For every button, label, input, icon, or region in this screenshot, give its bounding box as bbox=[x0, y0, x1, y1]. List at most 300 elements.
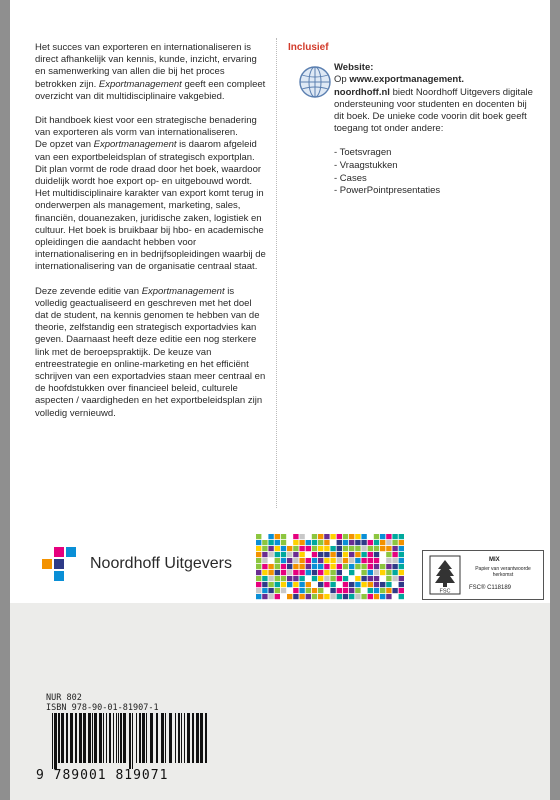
mosaic-tile bbox=[293, 576, 298, 581]
mosaic-tile bbox=[287, 534, 292, 539]
barcode-bar bbox=[118, 713, 119, 763]
barcode-bar bbox=[142, 713, 145, 763]
barcode-bar bbox=[132, 713, 133, 769]
mosaic-tile bbox=[368, 588, 373, 593]
mosaic-tile bbox=[374, 552, 379, 557]
mosaic-tile bbox=[293, 534, 298, 539]
fsc-mix: MIX bbox=[489, 557, 500, 563]
mosaic-tile bbox=[287, 570, 292, 575]
mosaic-pattern bbox=[256, 534, 404, 600]
mosaic-tile bbox=[380, 576, 385, 581]
mosaic-tile bbox=[355, 534, 360, 539]
inclusief-column bbox=[288, 42, 538, 198]
mosaic-tile bbox=[368, 582, 373, 587]
barcode-bar bbox=[161, 713, 164, 763]
mosaic-tile bbox=[299, 570, 304, 575]
mosaic-tile bbox=[281, 576, 286, 581]
mosaic-tile bbox=[268, 552, 273, 557]
mosaic-tile bbox=[281, 534, 286, 539]
mosaic-tile bbox=[256, 582, 261, 587]
mosaic-tile bbox=[337, 576, 342, 581]
barcode-bar bbox=[70, 713, 73, 763]
globe-icon bbox=[298, 65, 332, 99]
mosaic-tile bbox=[256, 540, 261, 545]
website-text: Op www.exportmanagement. noordhoff.nl biedt Noordhoff Uitgevers digitale ondersteuning voor studenten en docenten bij dit boek. De unieke code voorin dit boek geeft toegang tot onder andere: bbox=[334, 74, 533, 135]
mosaic-tile bbox=[343, 594, 348, 599]
mosaic-tile bbox=[287, 564, 292, 569]
mosaic-tile bbox=[380, 546, 385, 551]
barcode-bar bbox=[196, 713, 199, 763]
mosaic-tile bbox=[299, 552, 304, 557]
barcode-digits: 9 789001 819071 bbox=[36, 768, 169, 783]
mosaic-tile bbox=[306, 552, 311, 557]
mosaic-tile bbox=[306, 534, 311, 539]
mosaic-tile bbox=[281, 540, 286, 545]
mosaic-tile bbox=[330, 558, 335, 563]
barcode-bar bbox=[58, 713, 60, 763]
mosaic-tile bbox=[306, 546, 311, 551]
mosaic-tile bbox=[392, 570, 397, 575]
mosaic-tile bbox=[318, 558, 323, 563]
isbn-code: ISBN 978-90-01-81907-1 bbox=[46, 703, 159, 713]
mosaic-tile bbox=[368, 558, 373, 563]
mosaic-tile bbox=[312, 576, 317, 581]
mosaic-tile bbox=[380, 552, 385, 557]
mosaic-tile bbox=[380, 534, 385, 539]
mosaic-tile bbox=[337, 534, 342, 539]
mosaic-tile bbox=[361, 558, 366, 563]
mosaic-tile bbox=[281, 582, 286, 587]
mosaic-tile bbox=[392, 594, 397, 599]
mosaic-tile bbox=[275, 552, 280, 557]
mosaic-tile bbox=[318, 534, 323, 539]
mosaic-tile bbox=[361, 540, 366, 545]
mosaic-tile bbox=[324, 546, 329, 551]
mosaic-tile bbox=[374, 534, 379, 539]
mosaic-tile bbox=[256, 558, 261, 563]
mosaic-tile bbox=[399, 594, 404, 599]
list-item: - Vraagstukken bbox=[334, 160, 398, 172]
mosaic-tile bbox=[343, 534, 348, 539]
paragraph-edition: Deze zevende editie van Exportmanagement is volledig geactualiseerd en geschreven met het doel dat de student, na kennis genomen te hebben van de theorie, zelfstandig een strategisch exportadvies kan geven. Daarnaast heeft deze editie een nog sterkere link met de beroepspraktijk. De keuze van entreestrategie en online-marketing en het efficiënt schrijven van een exportadvies staan meer centraal en de hoofdstukken over financieel beleid, culturele aspecten / vaardigheden en het exportbeleidsplan zijn volledig vernieuwd. bbox=[35, 285, 266, 419]
barcode-bar bbox=[184, 713, 185, 763]
mosaic-tile bbox=[256, 564, 261, 569]
mosaic-tile bbox=[268, 540, 273, 545]
barcode-bar bbox=[181, 713, 182, 763]
mosaic-tile bbox=[324, 564, 329, 569]
mosaic-tile bbox=[299, 546, 304, 551]
mosaic-tile bbox=[361, 588, 366, 593]
mosaic-tile bbox=[318, 576, 323, 581]
mosaic-tile bbox=[306, 558, 311, 563]
barcode-bar bbox=[113, 713, 114, 763]
mosaic-tile bbox=[318, 588, 323, 593]
mosaic-tile bbox=[268, 582, 273, 587]
mosaic-tile bbox=[312, 534, 317, 539]
mosaic-tile bbox=[355, 558, 360, 563]
mosaic-tile bbox=[355, 582, 360, 587]
barcode-bar bbox=[205, 713, 207, 763]
mosaic-tile bbox=[330, 534, 335, 539]
nur-isbn bbox=[46, 693, 159, 713]
mosaic-tile bbox=[386, 570, 391, 575]
mosaic-tile bbox=[262, 540, 267, 545]
website-url[interactable]: www.exportmanagement. bbox=[349, 74, 465, 86]
mosaic-tile bbox=[268, 570, 273, 575]
mosaic-tile bbox=[318, 552, 323, 557]
mosaic-tile bbox=[324, 582, 329, 587]
barcode-bar bbox=[200, 713, 203, 763]
noordhoff-logo-icon bbox=[32, 545, 82, 585]
mosaic-tile bbox=[287, 576, 292, 581]
mosaic-tile bbox=[368, 570, 373, 575]
mosaic-tile bbox=[287, 540, 292, 545]
mosaic-tile bbox=[262, 570, 267, 575]
mosaic-tile bbox=[337, 570, 342, 575]
mosaic-tile bbox=[287, 558, 292, 563]
barcode-bar bbox=[79, 713, 82, 763]
mosaic-tile bbox=[399, 588, 404, 593]
barcode-bar bbox=[99, 713, 102, 763]
mosaic-tile bbox=[312, 558, 317, 563]
mosaic-tile bbox=[343, 552, 348, 557]
mosaic-tile bbox=[256, 594, 261, 599]
barcode-bar bbox=[178, 713, 180, 763]
mosaic-tile bbox=[349, 540, 354, 545]
mosaic-tile bbox=[368, 564, 373, 569]
mosaic-tile bbox=[399, 540, 404, 545]
mosaic-tile bbox=[318, 564, 323, 569]
mosaic-tile bbox=[374, 546, 379, 551]
mosaic-tile bbox=[293, 570, 298, 575]
website-url-cont[interactable]: noordhoff.nl bbox=[334, 86, 390, 98]
mosaic-tile bbox=[337, 594, 342, 599]
mosaic-tile bbox=[386, 588, 391, 593]
mosaic-tile bbox=[293, 552, 298, 557]
mosaic-tile bbox=[268, 558, 273, 563]
mosaic-tile bbox=[343, 546, 348, 551]
mosaic-tile bbox=[355, 594, 360, 599]
fsc-tree-icon bbox=[429, 555, 461, 595]
list-item: - Cases bbox=[334, 172, 367, 184]
mosaic-tile bbox=[330, 570, 335, 575]
mosaic-tile bbox=[262, 582, 267, 587]
mosaic-tile bbox=[275, 588, 280, 593]
mosaic-tile bbox=[262, 546, 267, 551]
barcode-bar bbox=[156, 713, 158, 763]
mosaic-tile bbox=[293, 546, 298, 551]
mosaic-tile bbox=[361, 552, 366, 557]
mosaic-tile bbox=[349, 534, 354, 539]
mosaic-tile bbox=[312, 594, 317, 599]
mosaic-tile bbox=[330, 588, 335, 593]
mosaic-tile bbox=[386, 594, 391, 599]
mosaic-tile bbox=[355, 570, 360, 575]
mosaic-tile bbox=[281, 558, 286, 563]
mosaic-tile bbox=[337, 588, 342, 593]
paragraph-structure: De opzet van Exportmanagement is daarom afgeleid van een exportbeleidsplan of strategisch exportplan. Dit plan vormt de rode draad door het boek, waardoor duidelijk wordt hoe export op- en uitgebouwd wordt. Het multidisciplinaire karakter van export komt terug in onderwerpen als management, marketing, sales, financiën, douanezaken, juridische zaken, logistiek en cultuur. Het boek is bruikbaar bij hbo- en academische opleidingen die aandacht hebben voor internationalisering en in bedrijfsopleidingen waarbij de internationalisering van de organisatie centraal staat. bbox=[35, 139, 266, 273]
mosaic-tile bbox=[268, 576, 273, 581]
mosaic-tile bbox=[386, 540, 391, 545]
mosaic-tile bbox=[293, 582, 298, 587]
mosaic-tile bbox=[287, 552, 292, 557]
mosaic-tile bbox=[361, 534, 366, 539]
mosaic-tile bbox=[374, 558, 379, 563]
mosaic-tile bbox=[299, 558, 304, 563]
mosaic-tile bbox=[374, 564, 379, 569]
mosaic-tile bbox=[386, 582, 391, 587]
mosaic-tile bbox=[324, 594, 329, 599]
mosaic-tile bbox=[368, 552, 373, 557]
mosaic-tile bbox=[256, 588, 261, 593]
mosaic-tile bbox=[275, 570, 280, 575]
mosaic-tile bbox=[275, 540, 280, 545]
mosaic-tile bbox=[337, 546, 342, 551]
mosaic-tile bbox=[262, 534, 267, 539]
mosaic-tile bbox=[318, 594, 323, 599]
mosaic-tile bbox=[324, 588, 329, 593]
barcode-bar bbox=[106, 713, 107, 763]
mosaic-tile bbox=[361, 570, 366, 575]
mosaic-tile bbox=[361, 564, 366, 569]
barcode-bar bbox=[75, 713, 77, 763]
inclusief-heading: Inclusief bbox=[288, 42, 329, 53]
mosaic-tile bbox=[287, 582, 292, 587]
mosaic-tile bbox=[256, 534, 261, 539]
barcode-bar bbox=[66, 713, 68, 763]
mosaic-tile bbox=[337, 552, 342, 557]
barcode-bar bbox=[94, 713, 97, 763]
barcode-bar bbox=[109, 713, 111, 763]
mosaic-tile bbox=[343, 540, 348, 545]
mosaic-tile bbox=[324, 576, 329, 581]
mosaic-tile bbox=[281, 594, 286, 599]
mosaic-tile bbox=[349, 582, 354, 587]
mosaic-tile bbox=[262, 576, 267, 581]
barcode-bar bbox=[54, 713, 57, 769]
mosaic-tile bbox=[399, 546, 404, 551]
mosaic-tile bbox=[312, 582, 317, 587]
mosaic-tile bbox=[318, 540, 323, 545]
mosaic-tile bbox=[306, 570, 311, 575]
mosaic-tile bbox=[380, 540, 385, 545]
mosaic-tile bbox=[324, 570, 329, 575]
mosaic-tile bbox=[349, 588, 354, 593]
mosaic-tile bbox=[343, 564, 348, 569]
barcode-bar bbox=[175, 713, 176, 763]
mosaic-tile bbox=[262, 588, 267, 593]
mosaic-tile bbox=[293, 594, 298, 599]
mosaic-tile bbox=[392, 564, 397, 569]
mosaic-tile bbox=[281, 570, 286, 575]
mosaic-tile bbox=[392, 540, 397, 545]
mosaic-tile bbox=[275, 534, 280, 539]
mosaic-tile bbox=[380, 594, 385, 599]
mosaic-tile bbox=[268, 594, 273, 599]
mosaic-tile bbox=[392, 558, 397, 563]
mosaic-tile bbox=[330, 576, 335, 581]
mosaic-tile bbox=[330, 594, 335, 599]
mosaic-tile bbox=[293, 558, 298, 563]
mosaic-tile bbox=[268, 588, 273, 593]
mosaic-tile bbox=[287, 546, 292, 551]
barcode-bar bbox=[150, 713, 153, 763]
mosaic-tile bbox=[324, 534, 329, 539]
mosaic-tile bbox=[399, 558, 404, 563]
barcode-bar bbox=[123, 713, 126, 763]
mosaic-tile bbox=[337, 540, 342, 545]
mosaic-tile bbox=[349, 564, 354, 569]
mosaic-tile bbox=[399, 576, 404, 581]
mosaic-tile bbox=[299, 594, 304, 599]
mosaic-tile bbox=[368, 576, 373, 581]
mosaic-tile bbox=[374, 588, 379, 593]
mosaic-tile bbox=[256, 576, 261, 581]
mosaic-tile bbox=[386, 564, 391, 569]
barcode-bar bbox=[136, 713, 137, 763]
mosaic-tile bbox=[361, 582, 366, 587]
mosaic-tile bbox=[299, 564, 304, 569]
mosaic-tile bbox=[380, 582, 385, 587]
mosaic-tile bbox=[324, 552, 329, 557]
barcode-bar bbox=[83, 713, 86, 763]
mosaic-tile bbox=[312, 552, 317, 557]
mosaic-tile bbox=[349, 576, 354, 581]
mosaic-tile bbox=[368, 594, 373, 599]
mosaic-tile bbox=[399, 564, 404, 569]
mosaic-tile bbox=[386, 534, 391, 539]
mosaic-tile bbox=[343, 570, 348, 575]
mosaic-tile bbox=[337, 564, 342, 569]
mosaic-tile bbox=[262, 564, 267, 569]
barcode-bar bbox=[146, 713, 147, 763]
book-back-cover bbox=[10, 0, 550, 800]
mosaic-tile bbox=[268, 534, 273, 539]
barcode-bar bbox=[129, 713, 131, 769]
mosaic-tile bbox=[374, 570, 379, 575]
mosaic-tile bbox=[361, 546, 366, 551]
mosaic-tile bbox=[355, 576, 360, 581]
mosaic-tile bbox=[392, 576, 397, 581]
mosaic-tile bbox=[306, 564, 311, 569]
mosaic-tile bbox=[337, 558, 342, 563]
fsc-desc: Papier van verantwoorde herkomst bbox=[475, 566, 531, 578]
mosaic-tile bbox=[306, 540, 311, 545]
mosaic-tile bbox=[318, 546, 323, 551]
mosaic-tile bbox=[374, 576, 379, 581]
fsc-tree-label: FSC bbox=[439, 588, 451, 595]
mosaic-tile bbox=[312, 588, 317, 593]
mosaic-tile bbox=[349, 546, 354, 551]
mosaic-tile bbox=[275, 558, 280, 563]
mosaic-tile bbox=[281, 564, 286, 569]
mosaic-tile bbox=[380, 588, 385, 593]
barcode-bar bbox=[52, 713, 53, 769]
mosaic-tile bbox=[306, 594, 311, 599]
mosaic-tile bbox=[318, 582, 323, 587]
mosaic-tile bbox=[349, 558, 354, 563]
mosaic-tile bbox=[293, 588, 298, 593]
mosaic-tile bbox=[361, 594, 366, 599]
barcode-bar bbox=[192, 713, 194, 763]
mosaic-tile bbox=[312, 546, 317, 551]
mosaic-tile bbox=[380, 570, 385, 575]
mosaic-tile bbox=[275, 564, 280, 569]
mosaic-tile bbox=[312, 564, 317, 569]
mosaic-tile bbox=[392, 534, 397, 539]
mosaic-tile bbox=[349, 570, 354, 575]
barcode-bar bbox=[169, 713, 172, 763]
mosaic-tile bbox=[374, 582, 379, 587]
mosaic-tile bbox=[399, 552, 404, 557]
mosaic-tile bbox=[299, 582, 304, 587]
mosaic-tile bbox=[392, 588, 397, 593]
barcode-bar bbox=[61, 713, 64, 763]
mosaic-tile bbox=[256, 570, 261, 575]
mosaic-tile bbox=[380, 564, 385, 569]
mosaic-tile bbox=[355, 546, 360, 551]
barcode-bar bbox=[139, 713, 141, 763]
mosaic-tile bbox=[343, 588, 348, 593]
mosaic-tile bbox=[318, 570, 323, 575]
barcode-bar bbox=[103, 713, 104, 763]
mosaic-tile bbox=[337, 582, 342, 587]
barcode-bar bbox=[92, 713, 93, 763]
list-item: - Toetsvragen bbox=[334, 147, 392, 159]
paragraph-intro: Het succes van exporteren en internationaliseren is direct afhankelijk van kennis, kunde, inzicht, ervaring en samenwerking van allen die bij het proces betrokken zijn. Exportmanagement geeft een compleet overzicht van dit multidisciplinaire vakgebied. bbox=[35, 42, 266, 102]
publisher-logo bbox=[32, 545, 262, 585]
mosaic-tile bbox=[355, 552, 360, 557]
mosaic-tile bbox=[349, 552, 354, 557]
mosaic-tile bbox=[374, 594, 379, 599]
mosaic-tile bbox=[330, 582, 335, 587]
mosaic-tile bbox=[355, 588, 360, 593]
mosaic-tile bbox=[355, 540, 360, 545]
mosaic-tile bbox=[343, 576, 348, 581]
mosaic-tile bbox=[299, 540, 304, 545]
mosaic-tile bbox=[392, 582, 397, 587]
publisher-name: Noordhoff Uitgevers bbox=[90, 555, 232, 572]
mosaic-tile bbox=[399, 534, 404, 539]
list-item: - PowerPointpresentaties bbox=[334, 185, 441, 197]
mosaic-tile bbox=[330, 564, 335, 569]
mosaic-tile bbox=[386, 576, 391, 581]
mosaic-tile bbox=[330, 552, 335, 557]
mosaic-tile bbox=[343, 582, 348, 587]
mosaic-tile bbox=[293, 564, 298, 569]
mosaic-tile bbox=[281, 552, 286, 557]
mosaic-tile bbox=[275, 582, 280, 587]
mosaic-tile bbox=[275, 546, 280, 551]
mosaic-tile bbox=[262, 594, 267, 599]
mosaic-tile bbox=[299, 588, 304, 593]
mosaic-tile bbox=[306, 588, 311, 593]
website-title: Website: bbox=[334, 62, 374, 74]
description-column bbox=[35, 42, 267, 432]
mosaic-tile bbox=[392, 546, 397, 551]
fsc-label bbox=[422, 550, 544, 600]
column-divider bbox=[276, 38, 278, 508]
fsc-code: FSC® C118189 bbox=[469, 585, 511, 591]
mosaic-tile bbox=[374, 540, 379, 545]
mosaic-tile bbox=[281, 546, 286, 551]
mosaic-tile bbox=[386, 558, 391, 563]
mosaic-tile bbox=[262, 552, 267, 557]
mosaic-tile bbox=[287, 588, 292, 593]
mosaic-tile bbox=[392, 552, 397, 557]
mosaic-tile bbox=[268, 546, 273, 551]
mosaic-tile bbox=[312, 570, 317, 575]
